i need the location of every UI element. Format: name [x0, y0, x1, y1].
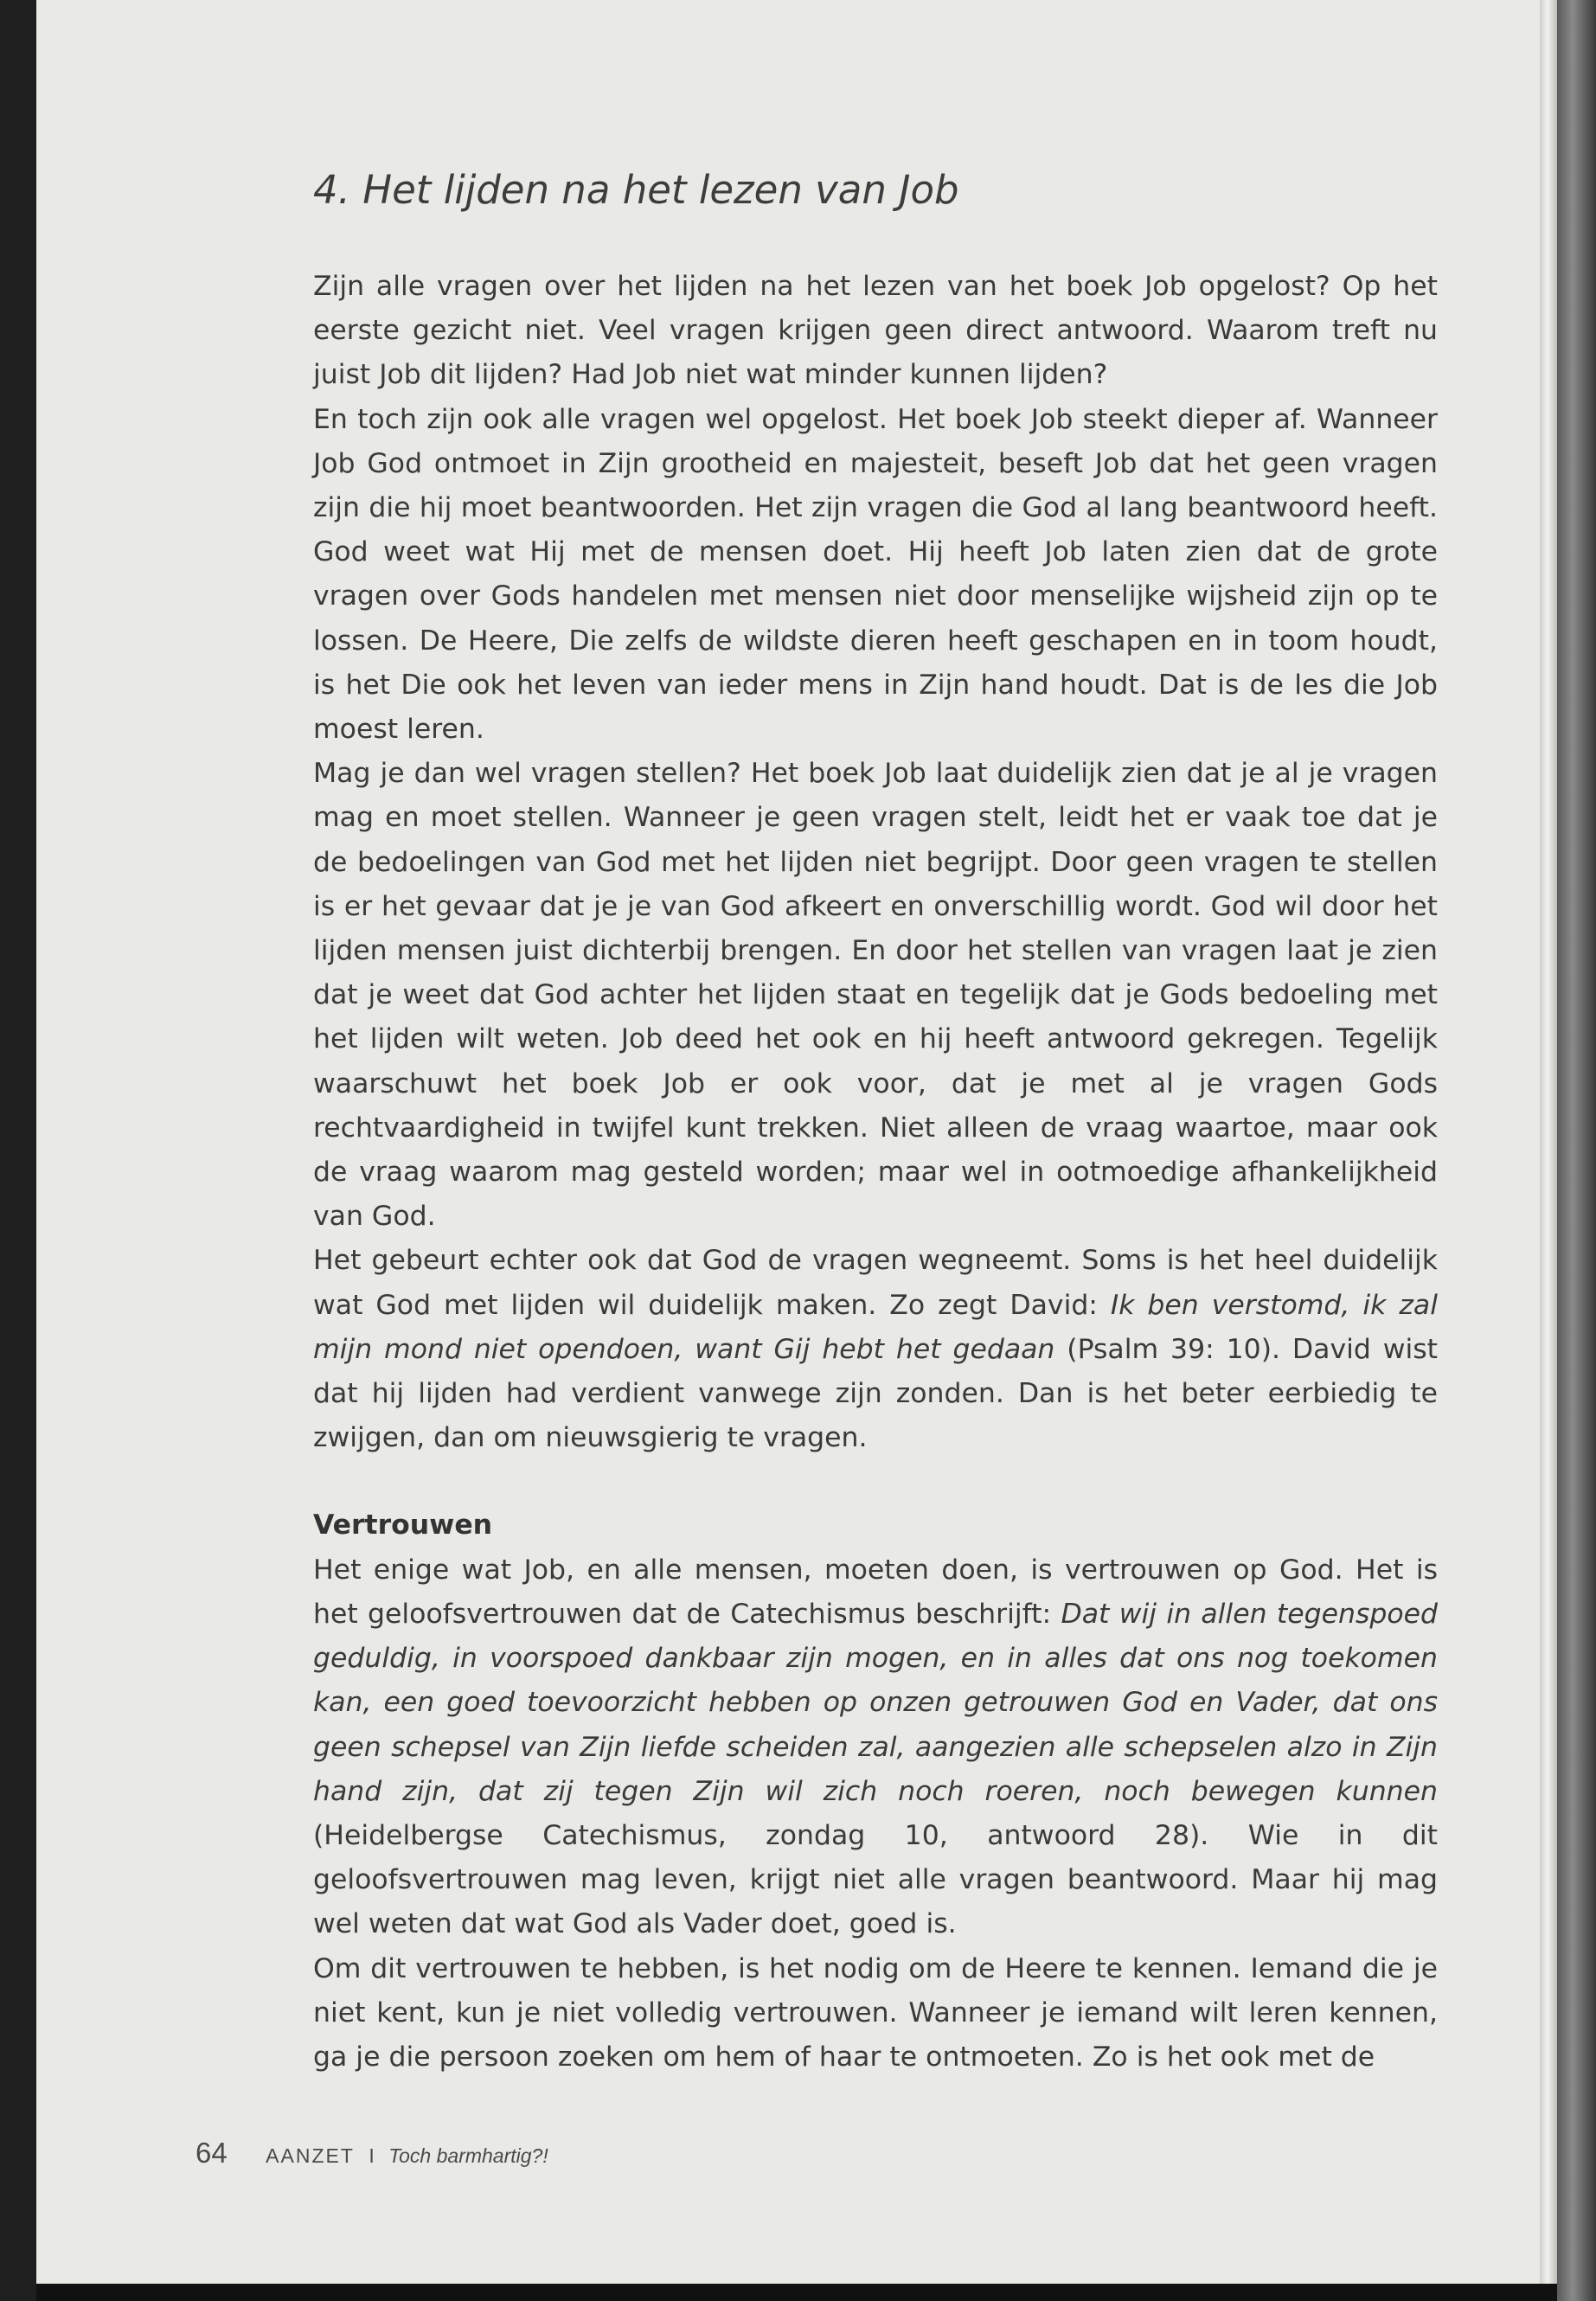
- book-title: Toch barmhartig?!: [388, 2144, 548, 2167]
- text-run: Zijn alle vragen over het lijden na het lezen van het boek Job opgelost? Op het eerste gezicht niet. Veel vragen krijgen geen direct antwoord. Waarom treft nu juist Job dit lijden? Had Job niet wat minder kunnen lijden?: [313, 271, 1438, 391]
- text-run: (Psalm 39: 10). David wist dat hij lijden had verdient vanwege zijn zonden. Dan is het beter eerbiedig te zwijgen, dan om nieuwsgierig te vragen.: [313, 1333, 1438, 1454]
- page-edge: [1540, 0, 1557, 2301]
- text-run: En toch zijn ook alle vragen wel opgelost. Het boek Job steekt dieper af. Wanneer Job God ontmoet in Zijn grootheid en majesteit, beseft Job dat het geen vragen zijn die hij moet beantwoorden. Het zijn vragen die God al lang beantwoord heeft. God weet wat Hij met de mensen doet. Hij heeft Job laten zien dat de grote vragen over Gods handelen met mensen niet door menselijke wijsheid zijn op te lossen. De Heere, Die zelfs de wildste dieren heeft geschapen en in toom houdt, is het Die ook het leven van ieder mens in Zijn hand houdt. Dat is de les die Job moest leren.: [313, 403, 1438, 746]
- section-heading: Vertrouwen: [313, 1509, 493, 1541]
- text-run: (Heidelbergse Catechismus, zondag 10, antwoord 28). Wie in dit geloofsvertrouwen mag leven, krijgt niet alle vragen beantwoord. Maar hij mag wel weten dat wat God als Vader doet, goed is.: [313, 1819, 1438, 1940]
- text-run: Om dit vertrouwen te hebben, is het nodig om de Heere te kennen. Iemand die je niet kent, kun je niet volledig vertrouwen. Wanneer je iemand wilt leren kennen, ga je die persoon zoeken om hem of haar te ontmoeten. Zo is het ook met de: [313, 1952, 1438, 2073]
- text-run: Het enige wat Job, en alle mensen, moeten doen, is vertrouwen op God. Het is het geloofsvertrouwen dat de Catechismus beschrijft:: [313, 1554, 1438, 1630]
- paragraph: [313, 265, 1438, 398]
- paragraph: [313, 1548, 1438, 1947]
- quoted-text: Ik ben verstomd, ik zal mijn mond niet opendoen, want Gij hebt het gedaan: [313, 1289, 1438, 1365]
- footer-divider: I: [369, 2144, 375, 2167]
- scanner-edge: [1557, 0, 1596, 2301]
- series-name: AANZET: [266, 2144, 355, 2167]
- page-number: 64: [195, 2137, 228, 2169]
- quoted-text: Dat wij in allen tegenspoed geduldig, in voorspoed dankbaar zijn mogen, en in alles dat ons nog toekomen kan, een goed toevoorzicht hebben op onzen getrouwen God en Vader, dat ons geen schepsel van Zijn liefde scheiden zal, aangezien alle schepselen alzo in Zijn hand zijn, dat zij tegen Zijn wil zich noch roeren, noch bewegen kunnen: [313, 1598, 1439, 1807]
- page-content: [313, 164, 1438, 2080]
- section-text: [313, 1548, 1438, 2080]
- scanner-bottom-edge: [36, 2284, 1557, 2301]
- text-run: Mag je dan wel vragen stellen? Het boek Job laat duidelijk zien dat je al je vragen mag en moet stellen. Wanneer je geen vragen stelt, leidt het er vaak toe dat je de bedoelingen van God met het lijden niet begrijpt. Door geen vragen te stellen is er het gevaar dat je je van God afkeert en onverschillig wordt. God wil door het lijden mensen juist dichterbij brengen. En door het stellen van vragen laat je zien dat je weet dat God achter het lijden staat en tegelijk dat je Gods bedoeling met het lijden wilt weten. Job deed het ook en hij heeft antwoord gekregen. Tegelijk waarschuwt het boek Job er ook voor, dat je met al je vragen Gods rechtvaardigheid in twijfel kunt trekken. Niet alleen de vraag waartoe, maar ook de vraag waarom mag gesteld worden; maar wel in ootmoedige afhankelijkheid van God.: [313, 758, 1438, 1233]
- paragraph: [313, 1947, 1438, 2080]
- body-text: [313, 265, 1438, 1460]
- paragraph: [313, 1239, 1438, 1460]
- paragraph: [313, 752, 1438, 1239]
- chapter-title: 4. Het lijden na het lezen van Job: [313, 167, 959, 213]
- paragraph: [313, 398, 1438, 753]
- text-run: Het gebeurt echter ook dat God de vragen wegneemt. Soms is het heel duidelijk wat God met lijden wil duidelijk maken. Zo zegt David:: [313, 1245, 1438, 1321]
- page-footer: [195, 2137, 548, 2170]
